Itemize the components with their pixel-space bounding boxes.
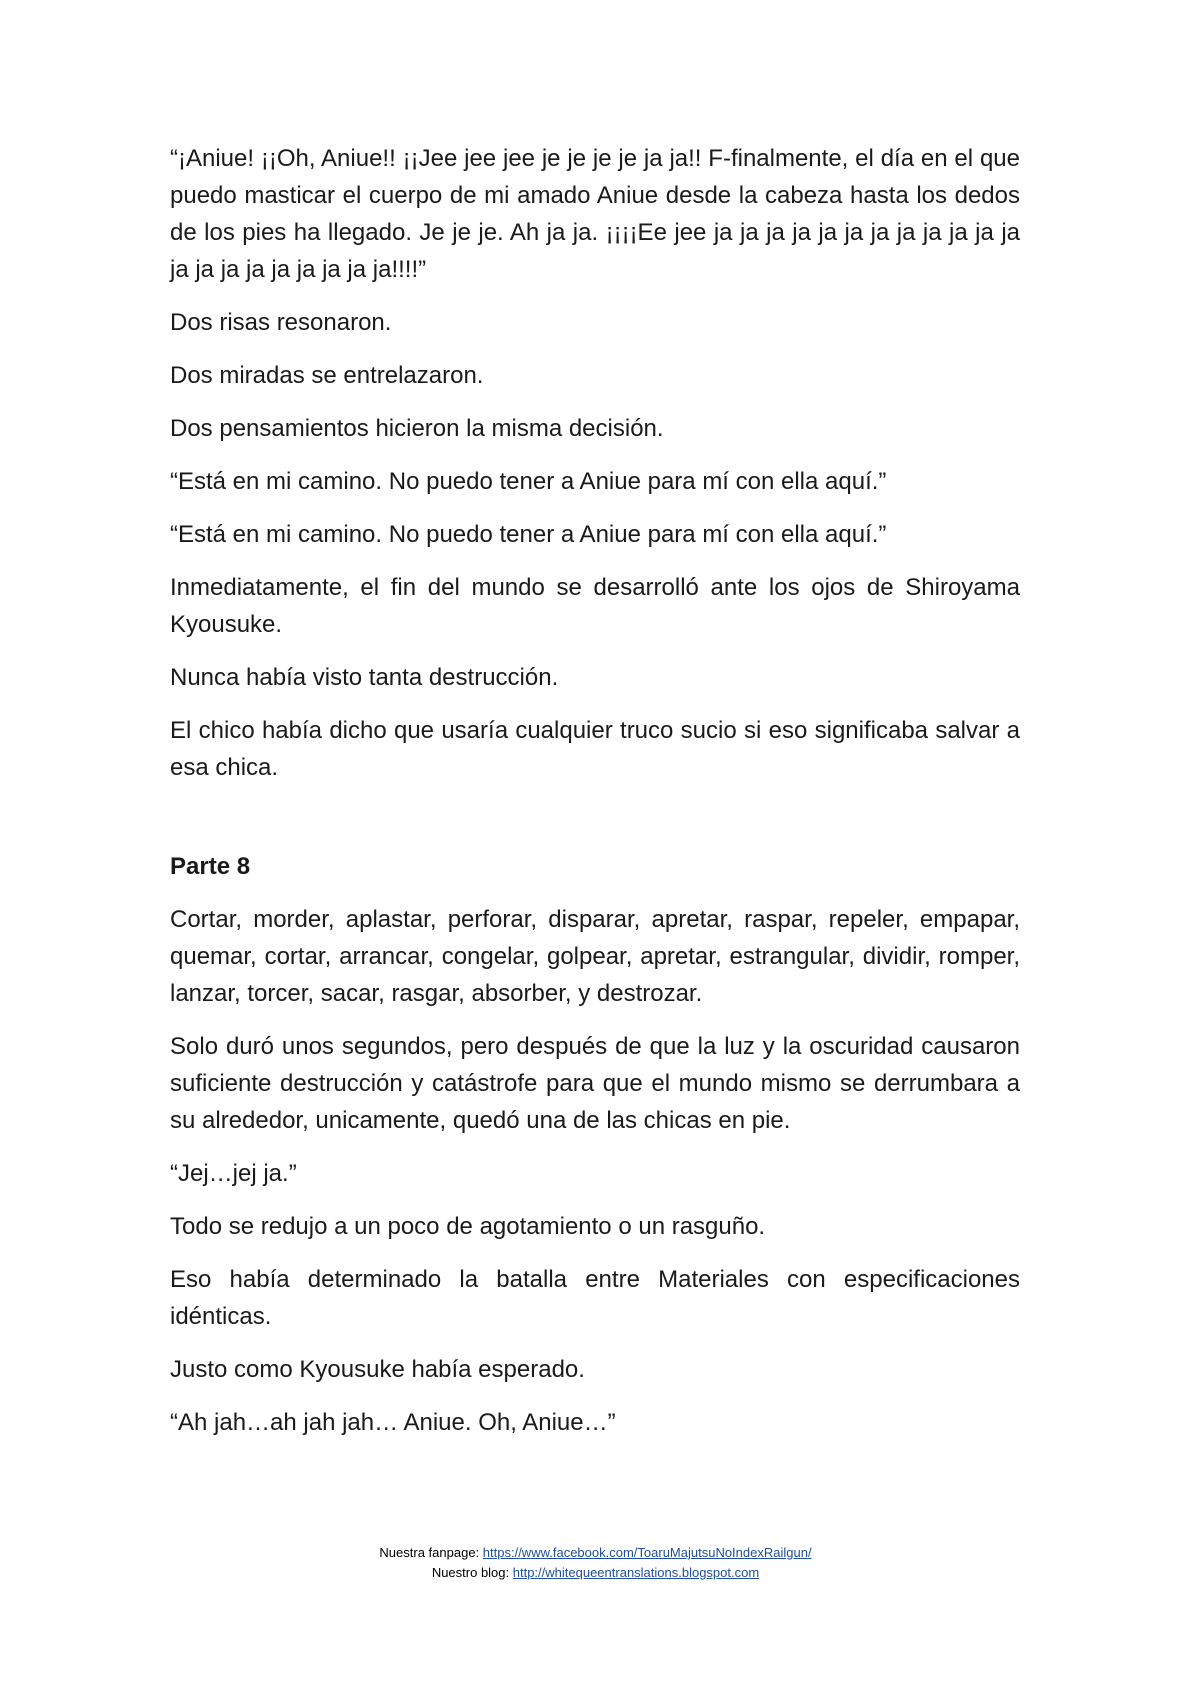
fanpage-line [0,1543,1191,1563]
paragraph: “Jej…jej ja.” [170,1160,297,1187]
paragraph: Dos pensamientos hicieron la misma decisión. [170,415,664,442]
paragraph: Inmediatamente, el fin del mundo se desarrolló ante los ojos de Shiroyama Kyousuke. [170,574,1020,638]
page-footer [0,1543,1191,1583]
document-body [170,140,1020,1457]
blog-label: Nuestro blog: [431,1565,513,1580]
paragraph: El chico había dicho que usaría cualquier truco sucio si eso significaba salvar a esa chica. [170,717,1020,781]
paragraph: Cortar, morder, aplastar, perforar, disparar, apretar, raspar, repeler, empapar, quemar, cortar, arrancar, congelar, golpear, apretar, estrangular, dividir, romper, lanzar, torcer, sacar, rasgar, absorber, y destrozar. [170,906,1020,1007]
fanpage-link[interactable]: https://www.facebook.com/ToaruMajutsuNoIndexRailgun/ [482,1545,812,1560]
fanpage-label: Nuestra fanpage: [379,1545,483,1560]
paragraph: Todo se redujo a un poco de agotamiento o un rasguño. [170,1213,766,1240]
paragraph: Justo como Kyousuke había esperado. [170,1356,585,1383]
paragraph: Dos miradas se entrelazaron. [170,362,484,389]
blog-link[interactable]: http://whitequeentranslations.blogspot.com [512,1565,760,1580]
paragraph: Dos risas resonaron. [170,309,392,336]
section-heading: Parte 8 [170,853,251,880]
paragraph: Solo duró unos segundos, pero después de que la luz y la oscuridad causaron suficiente destrucción y catástrofe para que el mundo mismo se derrumbara a su alrededor, unicamente, quedó una de las chicas en pie. [170,1033,1020,1134]
paragraph: “Ah jah…ah jah jah… Aniue. Oh, Aniue…” [170,1409,616,1436]
blog-line [0,1563,1191,1583]
paragraph: “Está en mi camino. No puedo tener a Aniue para mí con ella aquí.” [170,468,887,495]
paragraph: “¡Aniue! ¡¡Oh, Aniue!! ¡¡Jee jee jee je je je je ja ja!! F-finalmente, el día en el que puedo masticar el cuerpo de mi amado Aniue desde la cabeza hasta los dedos de los pies ha llegado. Je je je. Ah ja ja. ¡¡¡¡Ee jee ja ja ja ja ja ja ja ja ja ja ja ja ja ja ja ja ja ja ja ja ja!!!!” [170,145,1020,283]
paragraph: Nunca había visto tanta destrucción. [170,664,559,691]
paragraph: Eso había determinado la batalla entre Materiales con especificaciones idénticas. [170,1266,1020,1330]
paragraph: “Está en mi camino. No puedo tener a Aniue para mí con ella aquí.” [170,521,887,548]
